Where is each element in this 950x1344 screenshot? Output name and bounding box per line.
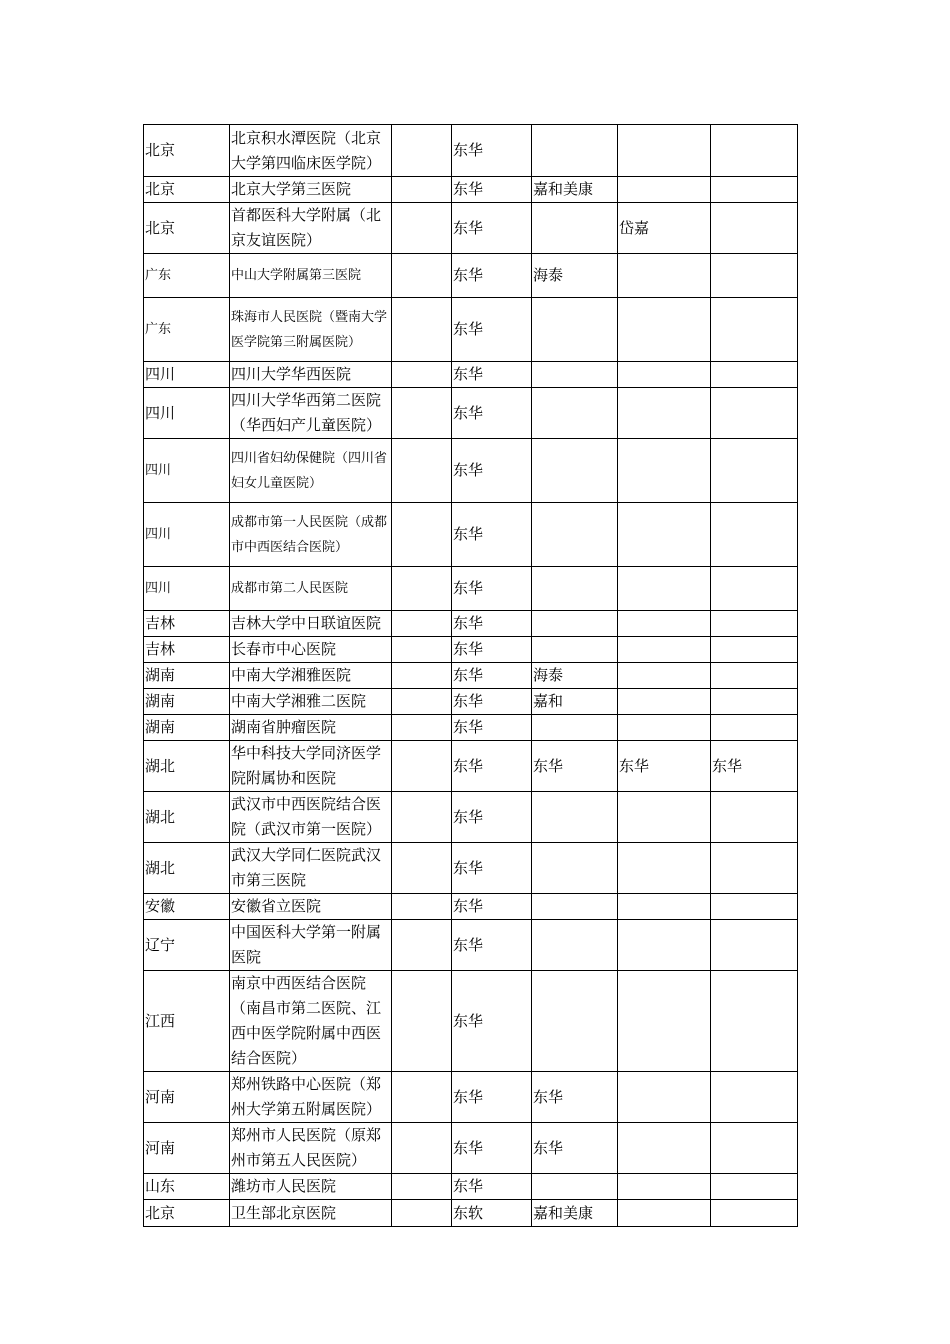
vendor-cell-3: [618, 1072, 711, 1123]
vendor-cell: 东华: [452, 1072, 532, 1123]
table-row: [144, 1072, 798, 1123]
vendor-cell-2: [532, 637, 618, 663]
vendor-cell: 东华: [452, 439, 532, 503]
blank-cell: [392, 567, 452, 611]
table-row: [144, 792, 798, 843]
vendor-cell-4: [711, 254, 798, 298]
vendor-cell-3: [618, 439, 711, 503]
table-row: [144, 203, 798, 254]
blank-cell: [392, 125, 452, 177]
vendor-cell-2: [532, 388, 618, 439]
blank-cell: [392, 1200, 452, 1227]
blank-cell: [392, 503, 452, 567]
blank-cell: [392, 663, 452, 689]
province-cell: 湖南: [144, 663, 230, 689]
hospital-cell: 中国医科大学第一附属医院: [230, 920, 392, 971]
vendor-cell-4: [711, 715, 798, 741]
province-cell: 河南: [144, 1072, 230, 1123]
blank-cell: [392, 203, 452, 254]
vendor-cell-2: [532, 843, 618, 894]
hospital-cell: 卫生部北京医院: [230, 1200, 392, 1227]
vendor-cell-3: [618, 177, 711, 203]
blank-cell: [392, 177, 452, 203]
vendor-cell: 东华: [452, 254, 532, 298]
table-body: [144, 125, 798, 1227]
vendor-cell-2: [532, 611, 618, 637]
vendor-cell-3: [618, 715, 711, 741]
vendor-cell-2: 东华: [532, 1072, 618, 1123]
province-cell: 广东: [144, 254, 230, 298]
vendor-cell-2: [532, 362, 618, 388]
hospital-cell: 吉林大学中日联谊医院: [230, 611, 392, 637]
table-row: [144, 741, 798, 792]
hospital-cell: 北京积水潭医院（北京大学第四临床医学院）: [230, 125, 392, 177]
vendor-cell: 东华: [452, 894, 532, 920]
vendor-cell-2: [532, 920, 618, 971]
table-row: [144, 503, 798, 567]
vendor-cell-4: [711, 971, 798, 1072]
blank-cell: [392, 741, 452, 792]
vendor-cell-4: [711, 1200, 798, 1227]
vendor-cell-4: [711, 125, 798, 177]
province-cell: 四川: [144, 503, 230, 567]
province-cell: 四川: [144, 567, 230, 611]
vendor-cell-3: [618, 1174, 711, 1200]
table-row: [144, 920, 798, 971]
vendor-cell-2: 海泰: [532, 663, 618, 689]
hospital-cell: 四川大学华西医院: [230, 362, 392, 388]
vendor-cell-2: [532, 567, 618, 611]
vendor-cell: 东华: [452, 715, 532, 741]
table-row: [144, 125, 798, 177]
table-row: [144, 971, 798, 1072]
vendor-cell-4: 东华: [711, 741, 798, 792]
table-row: [144, 1174, 798, 1200]
vendor-cell: 东华: [452, 741, 532, 792]
hospital-cell: 中南大学湘雅二医院: [230, 689, 392, 715]
hospital-cell: 首都医科大学附属（北京友谊医院）: [230, 203, 392, 254]
blank-cell: [392, 920, 452, 971]
table-row: [144, 611, 798, 637]
vendor-cell: 东华: [452, 177, 532, 203]
vendor-cell-2: 海泰: [532, 254, 618, 298]
province-cell: 湖南: [144, 715, 230, 741]
province-cell: 广东: [144, 298, 230, 362]
vendor-cell-4: [711, 362, 798, 388]
vendor-cell-2: 嘉和美康: [532, 177, 618, 203]
table-row: [144, 1123, 798, 1174]
hospital-cell: 湖南省肿瘤医院: [230, 715, 392, 741]
vendor-cell-3: [618, 1200, 711, 1227]
blank-cell: [392, 1072, 452, 1123]
vendor-cell-4: [711, 177, 798, 203]
blank-cell: [392, 254, 452, 298]
hospital-cell: 中山大学附属第三医院: [230, 254, 392, 298]
vendor-cell-3: [618, 1123, 711, 1174]
vendor-cell: 东华: [452, 203, 532, 254]
hospital-cell: 长春市中心医院: [230, 637, 392, 663]
province-cell: 吉林: [144, 611, 230, 637]
vendor-cell-2: [532, 503, 618, 567]
vendor-cell-3: 岱嘉: [618, 203, 711, 254]
vendor-cell-4: [711, 388, 798, 439]
vendor-cell: 东华: [452, 689, 532, 715]
province-cell: 北京: [144, 1200, 230, 1227]
province-cell: 北京: [144, 125, 230, 177]
hospital-cell: 珠海市人民医院（暨南大学医学院第三附属医院）: [230, 298, 392, 362]
blank-cell: [392, 843, 452, 894]
vendor-cell-3: [618, 894, 711, 920]
table-row: [144, 362, 798, 388]
vendor-cell-3: [618, 298, 711, 362]
table-row: [144, 715, 798, 741]
table-row: [144, 388, 798, 439]
table-row: [144, 298, 798, 362]
vendor-cell-2: [532, 894, 618, 920]
province-cell: 湖北: [144, 741, 230, 792]
province-cell: 安徽: [144, 894, 230, 920]
blank-cell: [392, 715, 452, 741]
hospital-cell: 成都市第二人民医院: [230, 567, 392, 611]
vendor-cell-2: [532, 715, 618, 741]
province-cell: 山东: [144, 1174, 230, 1200]
blank-cell: [392, 637, 452, 663]
vendor-cell: 东华: [452, 388, 532, 439]
vendor-cell-4: [711, 203, 798, 254]
vendor-cell: 东软: [452, 1200, 532, 1227]
vendor-cell-4: [711, 920, 798, 971]
vendor-cell-3: [618, 920, 711, 971]
vendor-cell-2: [532, 439, 618, 503]
vendor-cell-4: [711, 843, 798, 894]
vendor-cell-3: [618, 254, 711, 298]
table-row: [144, 663, 798, 689]
blank-cell: [392, 298, 452, 362]
vendor-cell-3: [618, 637, 711, 663]
vendor-cell-2: [532, 1174, 618, 1200]
vendor-cell-4: [711, 689, 798, 715]
vendor-cell-3: [618, 611, 711, 637]
hospital-vendor-table: [143, 124, 798, 1227]
hospital-cell: 南京中西医结合医院（南昌市第二医院、江西中医学院附属中西医结合医院）: [230, 971, 392, 1072]
vendor-cell-3: [618, 663, 711, 689]
vendor-cell-3: 东华: [618, 741, 711, 792]
vendor-cell-3: [618, 843, 711, 894]
vendor-cell: 东华: [452, 792, 532, 843]
blank-cell: [392, 792, 452, 843]
vendor-cell-3: [618, 362, 711, 388]
vendor-cell: 东华: [452, 567, 532, 611]
vendor-cell: 东华: [452, 843, 532, 894]
vendor-cell: 东华: [452, 611, 532, 637]
hospital-cell: 中南大学湘雅医院: [230, 663, 392, 689]
province-cell: 北京: [144, 203, 230, 254]
vendor-cell-2: 东华: [532, 741, 618, 792]
vendor-cell: 东华: [452, 1174, 532, 1200]
vendor-cell: 东华: [452, 1123, 532, 1174]
vendor-cell-4: [711, 792, 798, 843]
vendor-cell-3: [618, 689, 711, 715]
blank-cell: [392, 611, 452, 637]
hospital-cell: 武汉市中西医院结合医院（武汉市第一医院）: [230, 792, 392, 843]
vendor-cell-3: [618, 792, 711, 843]
vendor-cell-4: [711, 298, 798, 362]
vendor-cell-4: [711, 663, 798, 689]
hospital-cell: 北京大学第三医院: [230, 177, 392, 203]
vendor-cell-2: [532, 203, 618, 254]
hospital-cell: 成都市第一人民医院（成都市中西医结合医院）: [230, 503, 392, 567]
hospital-cell: 郑州市人民医院（原郑州市第五人民医院）: [230, 1123, 392, 1174]
table-row: [144, 439, 798, 503]
vendor-cell-4: [711, 439, 798, 503]
province-cell: 四川: [144, 439, 230, 503]
vendor-cell: 东华: [452, 637, 532, 663]
table-row: [144, 177, 798, 203]
vendor-cell-3: [618, 971, 711, 1072]
vendor-cell-3: [618, 388, 711, 439]
blank-cell: [392, 439, 452, 503]
vendor-cell: 东华: [452, 362, 532, 388]
blank-cell: [392, 388, 452, 439]
vendor-cell-3: [618, 567, 711, 611]
table-row: [144, 894, 798, 920]
vendor-cell: 东华: [452, 663, 532, 689]
vendor-cell-2: [532, 971, 618, 1072]
province-cell: 湖南: [144, 689, 230, 715]
province-cell: 吉林: [144, 637, 230, 663]
blank-cell: [392, 362, 452, 388]
vendor-cell-2: 嘉和美康: [532, 1200, 618, 1227]
province-cell: 北京: [144, 177, 230, 203]
vendor-cell-4: [711, 611, 798, 637]
vendor-cell-4: [711, 1123, 798, 1174]
hospital-cell: 四川大学华西第二医院（华西妇产儿童医院）: [230, 388, 392, 439]
vendor-cell-2: [532, 792, 618, 843]
blank-cell: [392, 1123, 452, 1174]
vendor-cell-4: [711, 567, 798, 611]
province-cell: 河南: [144, 1123, 230, 1174]
province-cell: 辽宁: [144, 920, 230, 971]
vendor-cell-2: [532, 125, 618, 177]
vendor-cell: 东华: [452, 298, 532, 362]
province-cell: 四川: [144, 388, 230, 439]
vendor-cell-3: [618, 125, 711, 177]
table-row: [144, 254, 798, 298]
vendor-cell-2: [532, 298, 618, 362]
vendor-cell-2: 嘉和: [532, 689, 618, 715]
blank-cell: [392, 689, 452, 715]
table-row: [144, 567, 798, 611]
vendor-cell-4: [711, 637, 798, 663]
vendor-cell: 东华: [452, 971, 532, 1072]
table-row: [144, 689, 798, 715]
table-row: [144, 1200, 798, 1227]
hospital-cell: 郑州铁路中心医院（郑州大学第五附属医院）: [230, 1072, 392, 1123]
blank-cell: [392, 971, 452, 1072]
hospital-cell: 潍坊市人民医院: [230, 1174, 392, 1200]
hospital-cell: 武汉大学同仁医院武汉市第三医院: [230, 843, 392, 894]
province-cell: 湖北: [144, 843, 230, 894]
vendor-cell-4: [711, 503, 798, 567]
vendor-cell-4: [711, 894, 798, 920]
table-row: [144, 843, 798, 894]
table-row: [144, 637, 798, 663]
hospital-cell: 四川省妇幼保健院（四川省妇女儿童医院）: [230, 439, 392, 503]
blank-cell: [392, 1174, 452, 1200]
province-cell: 湖北: [144, 792, 230, 843]
province-cell: 江西: [144, 971, 230, 1072]
vendor-cell-2: 东华: [532, 1123, 618, 1174]
vendor-cell: 东华: [452, 920, 532, 971]
hospital-cell: 安徽省立医院: [230, 894, 392, 920]
vendor-cell-4: [711, 1072, 798, 1123]
vendor-cell: 东华: [452, 125, 532, 177]
vendor-cell-3: [618, 503, 711, 567]
vendor-cell-4: [711, 1174, 798, 1200]
hospital-cell: 华中科技大学同济医学院附属协和医院: [230, 741, 392, 792]
province-cell: 四川: [144, 362, 230, 388]
blank-cell: [392, 894, 452, 920]
vendor-cell: 东华: [452, 503, 532, 567]
